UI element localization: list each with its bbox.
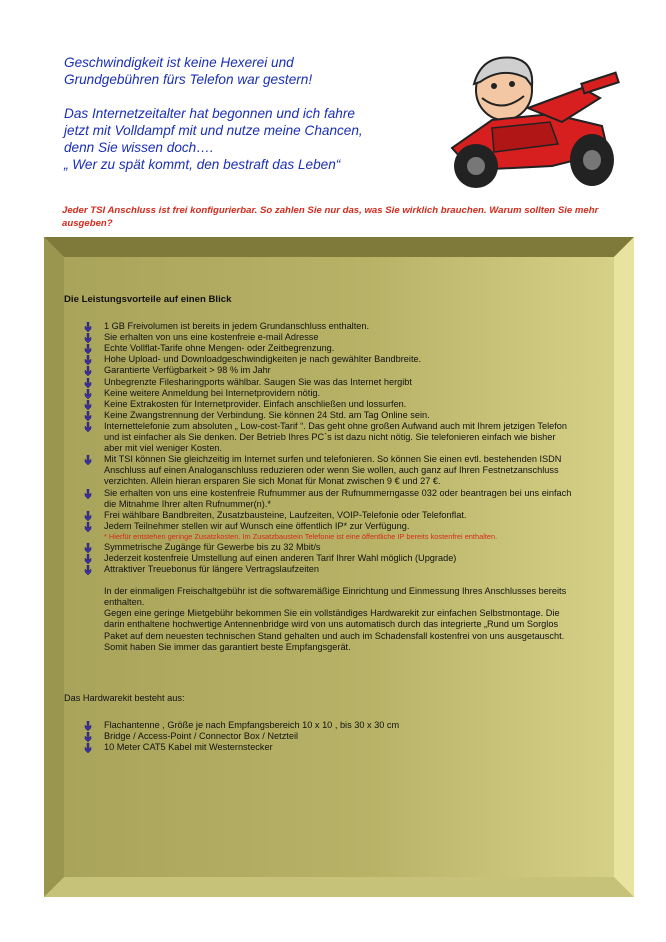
- list-item: [82, 332, 574, 343]
- list-item: [82, 454, 574, 487]
- intro-line-2: Grundgebühren fürs Telefon war gestern!: [64, 72, 313, 87]
- list-item: [82, 731, 574, 742]
- list-item: [82, 399, 574, 410]
- tagline: Jeder TSI Anschluss ist frei konfigurierbar. So zahlen Sie nur das, was Sie wirklich brauchen. Warum sollten Sie mehr ausgeben?: [62, 205, 599, 229]
- list-item-text: Sie erhalten von uns eine kostenfreie e-mail Adresse: [104, 332, 319, 343]
- list-item: [82, 365, 574, 376]
- list-item-text: Keine Extrakosten für Internetprovider. Einfach anschließen und lossurfen.: [104, 398, 407, 409]
- intro-line-6: „ Wer zu spät kommt, den bestraft das Leben“: [64, 157, 341, 172]
- list-item: [82, 521, 574, 532]
- benefits-list: [64, 321, 574, 532]
- arrow-bullet-icon: [82, 489, 94, 499]
- list-item: [82, 343, 574, 354]
- list-item: [82, 564, 574, 575]
- list-item-text: Internettelefonie zum absoluten „ Low-cost-Tarif “. Das geht ohne großen Aufwand auch mit Ihrem jetzigen Telefon und ist einfacher als Sie denken. Der Betrieb Ihres PC`s ist dazu nicht nötig. Sie telefonieren einfach wie bisher aber mit viel weniger Kosten.: [104, 420, 568, 454]
- list-item: [82, 421, 574, 454]
- arrow-bullet-icon: [82, 355, 94, 365]
- list-item-text: Mit TSI können Sie gleichzeitig im Internet surfen und telefonieren. So können Sie einen evtl. bestehenden ISDN Anschluss auf einen Analoganschluss reduzieren oder wenn Sie wollen, auch ganz auf Ihren Festnetzanschluss verzichten. Allein hieran ersparen Sie sich Monat für Monat zwischen 9 € und 27 €.: [104, 454, 562, 487]
- race-car-cartoon-icon: [432, 48, 632, 198]
- arrow-bullet-icon: [82, 455, 94, 465]
- hardware-lead: Das Hardwarekit besteht aus:: [64, 692, 185, 703]
- arrow-bullet-icon: [82, 400, 94, 410]
- list-item: [82, 410, 574, 421]
- arrow-bullet-icon: [82, 511, 94, 521]
- benefits-heading: Die Leistungsvorteile auf einen Blick: [64, 294, 232, 305]
- arrow-bullet-icon: [82, 721, 94, 731]
- list-item-text: Keine weitere Anmeldung bei Internetprovidern nötig.: [104, 387, 321, 398]
- arrow-bullet-icon: [82, 322, 94, 332]
- list-item: [82, 510, 574, 521]
- arrow-bullet-icon: [82, 565, 94, 575]
- intro-line-5: denn Sie wissen doch….: [64, 140, 214, 155]
- list-item: [82, 354, 574, 365]
- list-item: [82, 488, 574, 510]
- list-item-text: Symmetrische Zugänge für Gewerbe bis zu 32 Mbit/s: [104, 541, 321, 552]
- arrow-bullet-icon: [82, 554, 94, 564]
- intro-line-4: jetzt mit Volldampf mit und nutze meine Chancen,: [64, 123, 363, 138]
- hardware-section: [64, 693, 574, 753]
- intro-line-1: Geschwindigkeit ist keine Hexerei und: [64, 55, 294, 70]
- arrow-bullet-icon: [82, 389, 94, 399]
- arrow-bullet-icon: [82, 333, 94, 343]
- list-item-text: Garantierte Verfügbarkeit > 98 % im Jahr: [104, 365, 271, 376]
- intro-text: [64, 54, 444, 173]
- arrow-bullet-icon: [82, 732, 94, 742]
- arrow-bullet-icon: [82, 543, 94, 553]
- list-item-text: Keine Zwangstrennung der Verbindung. Sie können 24 Std. am Tag Online sein.: [104, 409, 430, 420]
- list-item-text: 1 GB Freivolumen ist bereits in jedem Grundanschluss enthalten.: [104, 321, 370, 332]
- benefits-list-2: [64, 542, 574, 575]
- list-item-text: Echte Vollflat-Tarife ohne Mengen- oder Zeitbegrenzung.: [104, 343, 335, 354]
- list-item-text: Sie erhalten von uns eine kostenfreie Rufnummer aus der Rufnummerngasse 032 oder beantragen bei uns einfach die Mitnahme Ihrer alten Rufnummer(n).*: [104, 487, 572, 509]
- paragraph-fee: In der einmaligen Freischaltgebühr ist die softwaremäßige Einrichtung und Einmessung Ihres Anschlusses bereits enthalten.: [104, 586, 567, 608]
- arrow-bullet-icon: [82, 411, 94, 421]
- list-item: [82, 377, 574, 388]
- list-item-text: Flachantenne , Größe je nach Empfangsbereich 10 x 10 , bis 30 x 30 cm: [104, 719, 400, 730]
- arrow-bullet-icon: [82, 366, 94, 376]
- arrow-bullet-icon: [82, 344, 94, 354]
- list-item-text: Attraktiver Treuebonus für längere Vertragslaufzeiten: [104, 564, 320, 575]
- list-item-text: Frei wählbare Bandbreiten, Zusatzbausteine, Laufzeiten, VOIP-Telefonie oder Telefonflat.: [104, 509, 467, 520]
- hardware-list: [64, 720, 574, 753]
- paragraph-hardware: Gegen eine geringe Mietgebühr bekommen Sie ein vollständiges Hardwarekit zur einfachen Selbstmontage. Die darin enthaltene hochwertige Antennenbridge wird von uns automatisch durch das integrierte „Rund um Sorglos Paket auf dem neuesten technischen Stand gehalten und auch im Schadensfall kostenfrei von uns ausgetauscht. Somit haben Sie immer das garantiert beste Empfangsgerät.: [104, 608, 565, 652]
- arrow-bullet-icon: [82, 378, 94, 388]
- intro-line-3: Das Internetzeitalter hat begonnen und ich fahre: [64, 106, 355, 121]
- list-item-text: 10 Meter CAT5 Kabel mit Westernstecker: [104, 742, 273, 752]
- list-item-text: Bridge / Access-Point / Connector Box / Netzteil: [104, 730, 299, 741]
- arrow-bullet-icon: [82, 522, 94, 532]
- list-item: [82, 388, 574, 399]
- list-item-text: Jederzeit kostenfreie Umstellung auf einen anderen Tarif Ihrer Wahl möglich (Upgrade): [104, 552, 457, 563]
- arrow-bullet-icon: [82, 422, 94, 432]
- list-item-text: Hohe Upload- und Downloadgeschwindigkeiten je nach gewählter Bandbreite.: [104, 354, 422, 365]
- footnote: * Hierfür entstehen geringe Zusatzkosten. Im Zusatzbaustein Telefonie ist eine öffentliche IP bereits kostenfrei enthalten.: [104, 531, 498, 541]
- list-item: [82, 720, 574, 731]
- benefits-content: [64, 294, 574, 753]
- arrow-bullet-icon: [82, 743, 94, 753]
- list-item: [82, 553, 574, 564]
- list-item: [82, 321, 574, 332]
- list-item: [82, 542, 574, 553]
- list-item: [82, 742, 574, 753]
- list-item-text: Unbegrenzte Filesharingports wählbar. Saugen Sie was das Internet hergibt: [104, 376, 412, 387]
- list-item-text: Jedem Teilnehmer stellen wir auf Wunsch eine öffentlich IP* zur Verfügung.: [104, 520, 410, 531]
